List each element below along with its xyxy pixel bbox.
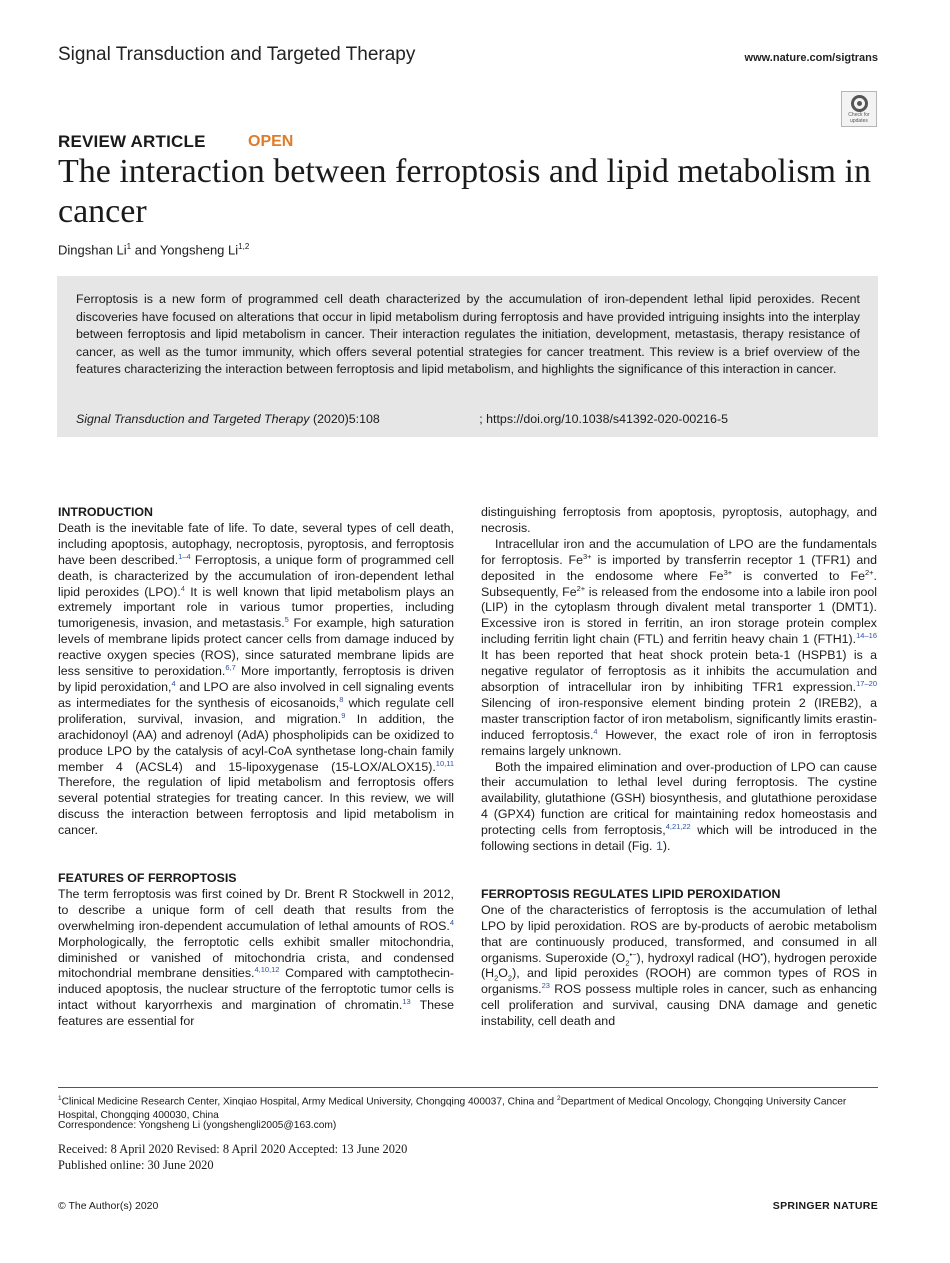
affiliation-mark: 2 [556, 1095, 561, 1102]
author-conjunction: and [134, 242, 157, 258]
citation-line [76, 412, 728, 426]
affiliation-2: Department of Medical Oncology, Chongqing University Cancer Hospital, Chongqing 400030, China [58, 1096, 847, 1122]
section-heading-features: FEATURES OF FERROPTOSIS [58, 871, 237, 886]
correspondence[interactable]: Correspondence: Yongsheng Li (yongshengli2005@163.com) [58, 1120, 337, 1131]
copyright: © The Author(s) 2020 [58, 1200, 159, 1212]
author-affiliation-mark: 1,2 [238, 242, 250, 251]
section-heading-introduction: INTRODUCTION [58, 505, 153, 519]
left-column [58, 505, 454, 1030]
author-name[interactable]: Yongsheng Li [159, 242, 239, 258]
abstract-box [57, 276, 878, 437]
publisher-logo: SPRINGER NATURE [772, 1200, 878, 1212]
right-column [481, 505, 877, 1030]
affiliation-1: Clinical Medicine Research Center, Xinqiao Hospital, Army Medical University, Chongqing 400037, China and [61, 1096, 555, 1108]
article-title: The interaction between ferroptosis and lipid metabolism in cancer [58, 153, 871, 230]
received-dates: Received: 8 April 2020 Revised: 8 April 2020 Accepted: 13 June 2020 [58, 1142, 408, 1156]
author-name[interactable]: Dingshan Li [58, 242, 127, 258]
journal-name: Signal Transduction and Targeted Therapy [58, 44, 416, 65]
citation-volume: (2020)5:108 [312, 412, 380, 426]
body-paragraph: Intracellular iron and the accumulation of LPO are the fundamentals for ferroptosis. $Fe^{3+}$ is imported by transferrin receptor 1 (TFR1) and deposited in the endosome where $Fe^{3+}$ is converted to $Fe^{2+}$. Subsequently, $Fe^{2+}$ is released from the endosome into a labile iron pool (LIP) in the cytoplasm through divalent metal transporter 1 (DMT1). Excessive iron is stored in ferritin, an iron storage protein complex including ferritin light chain (FTL) and ferritin heavy chain 1 (FTH1).$^{14-16}$ It has been reported that heat shock protein beta-1 (HSPB1) is a negative regulator of ferroptosis as it inhibits the accumulation and absorption of intracellular iron by inhibiting TFR1 expression.$^{17-20}$ Silencing of iron-responsive element binding protein 2 (IREB2), a master transcription factor of iron metabolism, significantly limits erastin-induced ferroptosis.$^4$ However, the exact role of iron in ferroptosis remains largely unknown. [481, 536, 877, 758]
check-updates-text-1: Check for [848, 112, 870, 118]
affiliations [58, 1092, 878, 1123]
author-affiliation-mark: 1 [126, 242, 132, 251]
body-paragraph: One of the characteristics of ferroptosis is the accumulation of lethal LPO by lipid peroxidation. ROS are by-products of aerobic metabolism that are continuously produced, transformed, and consumed in all organisms. Superoxide $(O_2^{•-})$, hydroxyl radical (HO•), hydrogen peroxide $(H_2O_2)$, and lipid peroxides (ROOH) are common types of ROS in organisms.$^{23}$ ROS possess multiple roles in cancer, such as enhancing cell proliferation and survival, causing DNA damage and genetic instability, cell death and [481, 902, 877, 1029]
doi-link[interactable]: https://doi.org/10.1038/s41392-020-00216-5 [486, 412, 728, 426]
article-type: REVIEW ARTICLE [58, 132, 206, 151]
body-paragraph: The term ferroptosis was first coined by Dr. Brent R Stockwell in 2012, to describe a unique form of cell death that results from the overwhelming iron-dependent accumulation of lethal amounts of ROS.$^4$ Morphologically, the ferroptotic cells exhibit smaller mitochondria, diminished or vanished of mitochondria crista, and condensed mitochondrial membrane densities.$^{4,10,12}$ Compared with camptothecin-induced apoptosis, the nuclear structure of the ferroptotic tumor cells is intact without karyorrhexis and margination of chromatin.$^{13}$ These features are essential for [58, 886, 455, 1029]
footer-divider [58, 1087, 878, 1088]
abstract-text: Ferroptosis is a new form of programmed cell death characterized by the accumulation of iron-dependent lethal lipid peroxides. Recent discoveries have focused on alterations that occur in lipid metabolism during ferroptosis and have provided intriguing insights into the interplay between ferroptosis and lipid metabolism in cancer. Their interaction regulates the initiation, development, metastasis, therapy resistance of cancer, as well as the tumor immunity, which offers several potential strategies for cancer treatment. This review is a brief overview of the features characterizing the interaction between ferroptosis and lipid metabolism, and highlights the significance of this interaction in cancer. [76, 292, 860, 377]
section-heading-regulates: FERROPTOSIS REGULATES LIPID PEROXIDATION [481, 886, 781, 901]
author-list [58, 242, 249, 257]
publication-dates [58, 1142, 407, 1173]
body-paragraph: Both the impaired elimination and over-production of LPO can cause their accumulation to lethal level during ferroptosis. The cystine availability, glutathione (GSH) biosynthesis, and glutathione peroxidase 4 (GPX4) function are critical for maintaining redox homeostasis and protecting cells from ferroptosis,$^{4,21,22}$ which will be introduced in the following sections in detail (Fig. 1). [481, 759, 877, 854]
citation-journal: Signal Transduction and Targeted Therapy [76, 412, 310, 426]
body-paragraph: Death is the inevitable fate of life. To date, several types of cell death, including apoptosis, autophagy, necroptosis, pyroptosis, and ferroptosis have been described.$^{1-4}$ Ferroptosis, a unique form of programmed cell death, is characterized by the accumulation of iron-dependent lethal lipid peroxides (LPO).$^4$ It is well known that lipid metabolism plays an extremely important role in various tumor properties, including tumorigenesis, invasion, and metastasis.$^5$ For example, high saturation levels of membrane lipids protect cancer cells from damage induced by reactive oxygen species (ROS), since saturated membrane lipids are less sensitive to peroxidation.$^{6,7}$ More importantly, ferroptosis is driven by lipid peroxidation,$^4$ and LPO are also involved in cell signaling events as intermediates for the synthesis of eicosanoids,$^8$ which regulate cell proliferation, survival, invasion, and migration.$^9$ In addition, the arachidonoyl (AA) and adrenoyl (AdA) phospholipids can be oxidized to produce LPO by the catalysis of acyl-CoA synthetase long-chain family member 4 (ACSL4) and 15-lipoxygenase (15-LOX/ALOX15).$^{10,11}$ Therefore, the regulation of lipid metabolism and ferroptosis offers several potential strategies for treating cancer. In this review, we will discuss the interaction between ferroptosis and lipid metabolism in cancer. [58, 520, 455, 838]
check-updates-icon [851, 95, 868, 112]
published-date: Published online: 30 June 2020 [58, 1157, 214, 1172]
affiliation-mark: 1 [58, 1095, 62, 1102]
check-for-updates-badge[interactable] [841, 91, 877, 127]
body-paragraph: distinguishing ferroptosis from apoptosis, pyroptosis, autophagy, and necrosis. [481, 505, 877, 535]
citation-separator: ; [479, 412, 483, 426]
journal-url-link[interactable]: www.nature.com/sigtrans [744, 52, 878, 64]
check-updates-text-2: updates [850, 117, 868, 124]
open-access-label: OPEN [248, 133, 294, 150]
